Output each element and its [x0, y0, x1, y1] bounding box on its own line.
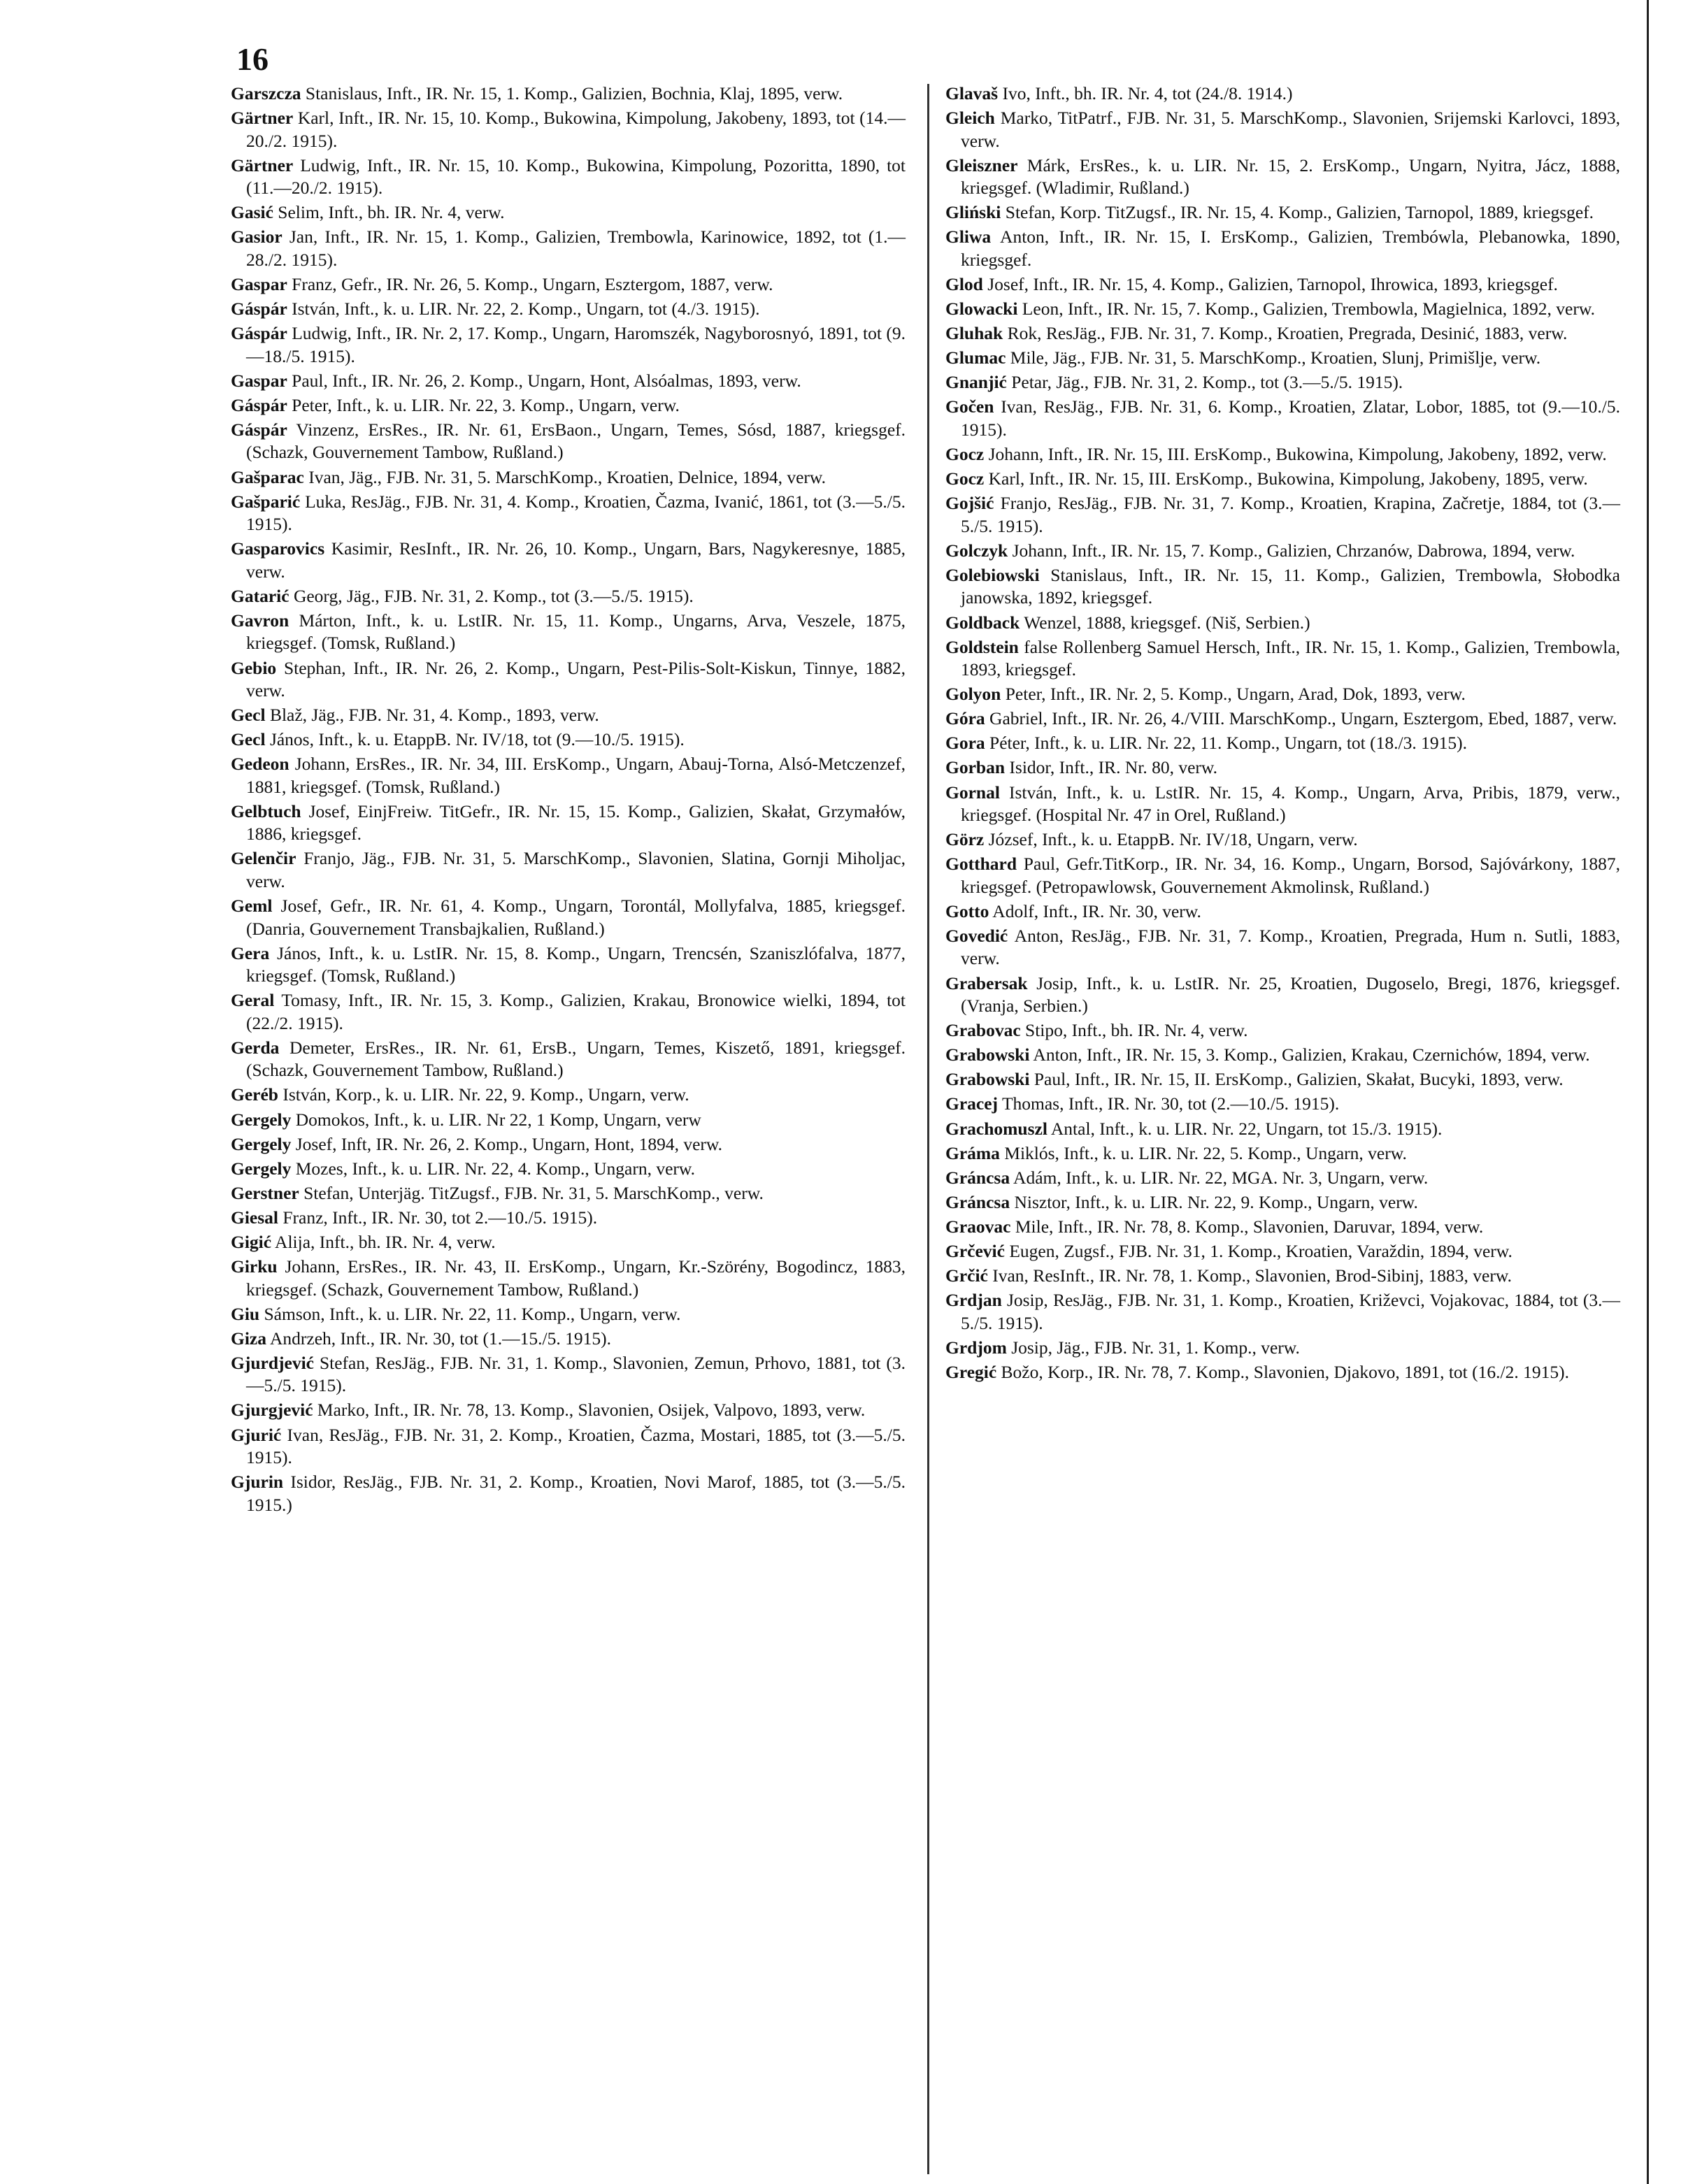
- entry-details: Ivan, ResJäg., FJB. Nr. 31, 6. Komp., Kroatien, Zlatar, Lobor, 1885, tot (9.—10./5. 1915).: [961, 396, 1620, 440]
- entry-surname: Golczyk: [945, 540, 1008, 561]
- casualty-entry: [231, 657, 906, 703]
- entry-details: Sámson, Inft., k. u. LIR. Nr. 22, 11. Komp., Ungarn, verw.: [264, 1303, 681, 1324]
- entry-details: Adolf, Inft., IR. Nr. 30, verw.: [992, 900, 1201, 921]
- entry-surname: Garszcza: [231, 83, 301, 103]
- casualty-entry: [945, 1216, 1620, 1239]
- entry-details: Ludwig, Inft., IR. Nr. 15, 10. Komp., Bukowina, Kimpolung, Pozoritta, 1890, tot (11.—20./2. 1915).: [246, 155, 906, 199]
- entry-details: József, Inft., k. u. EtappB. Nr. IV/18, Ungarn, verw.: [988, 829, 1358, 850]
- entry-details: Ivan, Jäg., FJB. Nr. 31, 5. MarschKomp., Kroatien, Delnice, 1894, verw.: [308, 466, 827, 487]
- casualty-entry: [231, 419, 906, 464]
- entry-details: Paul, Inft., IR. Nr. 26, 2. Komp., Ungarn, Hont, Alsóalmas, 1893, verw.: [292, 370, 801, 391]
- entry-surname: Gocz: [945, 468, 985, 489]
- entry-surname: Gleich: [945, 108, 995, 129]
- entry-surname: Gerda: [231, 1037, 280, 1058]
- casualty-entry: [231, 1424, 906, 1470]
- casualty-entry: [231, 610, 906, 655]
- casualty-entry: [945, 707, 1620, 731]
- casualty-entry: [945, 1191, 1620, 1214]
- entry-surname: Gnanjić: [945, 372, 1007, 393]
- entry-details: Antal, Inft., k. u. LIR. Nr. 22, Ungarn, tot 15./3. 1915).: [1050, 1118, 1443, 1139]
- entry-details: Marko, TitPatrf., FJB. Nr. 31, 5. MarschKomp., Slavonien, Srijemski Karlovci, 1893, verw.: [961, 108, 1621, 151]
- casualty-entry: [231, 155, 906, 200]
- entry-details: Márk, ErsRes., k. u. LIR. Nr. 15, 2. ErsKomp., Ungarn, Nyitra, Jácz, 1888, kriegsgef. (Wladimir, Rußland.): [961, 155, 1621, 199]
- entry-details: Jan, Inft., IR. Nr. 15, 1. Komp., Galizien, Trembowla, Karinowice, 1892, tot (1.—28./2. 1915).: [246, 227, 906, 270]
- entry-surname: Gáspár: [231, 299, 287, 319]
- entry-details: Stanislaus, Inft., IR. Nr. 15, 1. Komp., Galizien, Bochnia, Klaj, 1895, verw.: [305, 83, 843, 103]
- entry-surname: Gergely: [231, 1133, 292, 1154]
- casualty-entry: [231, 370, 906, 393]
- casualty-entry: [945, 1093, 1620, 1116]
- entry-surname: Gatarić: [231, 585, 289, 606]
- entry-details: Johann, Inft., IR. Nr. 15, III. ErsKomp., Bukowina, Kimpolung, Jakobeny, 1892, verw.: [988, 444, 1607, 465]
- entry-details: Johann, Inft., IR. Nr. 15, 7. Komp., Galizien, Chrzanów, Dabrowa, 1894, verw.: [1012, 540, 1575, 561]
- casualty-entry: [231, 1037, 906, 1082]
- casualty-entry: [945, 564, 1620, 610]
- casualty-entry: [945, 1118, 1620, 1141]
- entry-surname: Gorban: [945, 757, 1006, 778]
- entry-surname: Gráncsa: [945, 1191, 1010, 1212]
- entry-surname: Girku: [231, 1256, 278, 1277]
- entry-surname: Gáspár: [231, 419, 287, 440]
- entry-details: István, Inft., k. u. LIR. Nr. 22, 2. Komp., Ungarn, tot (4./3. 1915).: [292, 299, 760, 319]
- entry-details: Peter, Inft., k. u. LIR. Nr. 22, 3. Komp., Ungarn, verw.: [292, 394, 680, 415]
- casualty-entry: [945, 107, 1620, 152]
- entry-details: Stipo, Inft., bh. IR. Nr. 4, verw.: [1025, 1020, 1248, 1041]
- casualty-entry: [945, 828, 1620, 852]
- casualty-entry: [945, 1289, 1620, 1335]
- casualty-entry: [945, 322, 1620, 345]
- entry-details: János, Inft., k. u. LstIR. Nr. 15, 8. Komp., Ungarn, Trencsén, Szaniszlófalva, 1877, kriegsgef. (Tomsk, Rußland.): [246, 942, 906, 986]
- entry-details: Domokos, Inft., k. u. LIR. Nr 22, 1 Komp, Ungarn, verw: [295, 1109, 701, 1130]
- entry-details: Paul, Gefr.TitKorp., IR. Nr. 34, 16. Komp., Ungarn, Borsod, Sajóvárkony, 1887, kriegsgef. (Petropawlowsk, Gouvernement Akmolinsk, Rußland.): [961, 854, 1620, 897]
- right-column: [945, 82, 1620, 1386]
- entry-surname: Giu: [231, 1303, 260, 1324]
- entry-details: Stefan, Korp. TitZugsf., IR. Nr. 15, 4. Komp., Galizien, Tarnopol, 1889, kriegsgef.: [1005, 202, 1594, 223]
- entry-surname: Gluhak: [945, 323, 1003, 344]
- casualty-entry: [945, 1044, 1620, 1067]
- casualty-entry: [231, 942, 906, 988]
- casualty-entry: [231, 989, 906, 1035]
- casualty-entry: [945, 972, 1620, 1018]
- entry-surname: Gergely: [231, 1158, 292, 1179]
- casualty-entry: [231, 1303, 906, 1326]
- entry-details: Tomasy, Inft., IR. Nr. 15, 3. Komp., Galizien, Krakau, Bronowice wielki, 1894, tot (22./2. 1915).: [246, 990, 906, 1033]
- entry-details: Alija, Inft., bh. IR. Nr. 4, verw.: [275, 1232, 496, 1252]
- casualty-entry: [231, 704, 906, 727]
- entry-surname: Gjurgjević: [231, 1400, 313, 1421]
- entry-surname: Gebio: [231, 657, 277, 678]
- entry-surname: Grdjom: [945, 1337, 1007, 1358]
- entry-details: Adám, Inft., k. u. LIR. Nr. 22, MGA. Nr. 3, Ungarn, verw.: [1013, 1167, 1429, 1188]
- entry-details: Eugen, Zugsf., FJB. Nr. 31, 1. Komp., Kroatien, Varaždin, 1894, verw.: [1009, 1240, 1513, 1261]
- entry-details: Josip, Jäg., FJB. Nr. 31, 1. Komp., verw.: [1011, 1337, 1300, 1358]
- casualty-entry: [945, 492, 1620, 538]
- casualty-entry: [945, 925, 1620, 970]
- page-edge-border: [1647, 0, 1649, 2184]
- entry-surname: Gráma: [945, 1142, 1000, 1163]
- entry-details: Franjo, Jäg., FJB. Nr. 31, 5. MarschKomp., Slavonien, Slatina, Gornji Miholjac, verw.: [246, 848, 906, 891]
- entry-surname: Gliwa: [945, 227, 992, 247]
- entry-details: Petar, Jäg., FJB. Nr. 31, 2. Komp., tot (3.—5./5. 1915).: [1011, 372, 1403, 393]
- entry-details: István, Inft., k. u. LstIR. Nr. 15, 4. Komp., Ungarn, Arva, Pribis, 1879, verw., kriegsgef. (Hospital Nr. 47 in Orel, Rußland.): [961, 782, 1620, 826]
- entry-details: Isidor, ResJäg., FJB. Nr. 31, 2. Komp., Kroatien, Novi Marof, 1885, tot (3.—5./5. 1915.): [246, 1472, 906, 1515]
- casualty-entry: [231, 538, 906, 583]
- casualty-entry: [231, 1207, 906, 1230]
- entry-details: Mozes, Inft., k. u. LIR. Nr. 22, 4. Komp., Ungarn, verw.: [295, 1158, 696, 1179]
- entry-details: Karl, Inft., IR. Nr. 15, III. ErsKomp., Bukowina, Kimpolung, Jakobeny, 1895, verw.: [988, 468, 1588, 489]
- entry-details: Isidor, Inft., IR. Nr. 80, verw.: [1009, 757, 1218, 778]
- entry-surname: Gotthard: [945, 854, 1017, 875]
- casualty-entry: [231, 895, 906, 940]
- entry-surname: Goldstein: [945, 636, 1019, 657]
- entry-details: Johann, ErsRes., IR. Nr. 43, II. ErsKomp., Ungarn, Kr.-Szörény, Bogodincz, 1883, kriegsgef. (Schazk, Gouvernement Tambow, Rußland.): [246, 1256, 906, 1300]
- entry-details: Wenzel, 1888, kriegsgef. (Niš, Serbien.): [1024, 612, 1310, 633]
- casualty-entry: [945, 853, 1620, 898]
- entry-surname: Gojšić: [945, 493, 994, 514]
- entry-details: Blaž, Jäg., FJB. Nr. 31, 4. Komp., 1893, verw.: [269, 705, 599, 726]
- entry-surname: Gáspár: [231, 323, 287, 344]
- entry-details: Rok, ResJäg., FJB. Nr. 31, 7. Komp., Kroatien, Pregrada, Desinić, 1883, verw.: [1007, 323, 1568, 344]
- casualty-entry: [231, 1182, 906, 1205]
- entry-surname: Góra: [945, 708, 985, 729]
- entry-surname: Gärtner: [231, 108, 294, 129]
- entry-surname: Gašparić: [231, 491, 301, 512]
- entry-surname: Gliński: [945, 202, 1001, 223]
- entry-surname: Glumac: [945, 347, 1006, 368]
- entry-details: Franjo, ResJäg., FJB. Nr. 31, 7. Komp., Kroatien, Krapina, Začretje, 1884, tot (3.—5./5. 1915).: [961, 493, 1620, 536]
- entry-details: Mile, Jäg., FJB. Nr. 31, 5. MarschKomp., Kroatien, Slunj, Primišlje, verw.: [1010, 347, 1541, 368]
- entry-surname: Gornal: [945, 782, 1000, 803]
- entry-details: Stefan, ResJäg., FJB. Nr. 31, 1. Komp., Slavonien, Zemun, Prhovo, 1881, tot (3.—5./5. 1915).: [246, 1352, 906, 1396]
- entry-details: false Rollenberg Samuel Hersch, Inft., IR. Nr. 15, 1. Komp., Galizien, Trembowla, 1893, kriegsgef.: [961, 636, 1621, 680]
- casualty-entry: [231, 1471, 906, 1516]
- casualty-entry: [231, 298, 906, 321]
- casualty-entry: [231, 1352, 906, 1398]
- entry-surname: Gärtner: [231, 155, 294, 175]
- entry-surname: Grčević: [945, 1240, 1005, 1261]
- entry-surname: Gecl: [231, 705, 266, 726]
- entry-surname: Gora: [945, 733, 985, 754]
- entry-details: Leon, Inft., IR. Nr. 15, 7. Komp., Galizien, Trembowla, Magielnica, 1892, verw.: [1022, 299, 1595, 319]
- entry-surname: Gedeon: [231, 754, 289, 775]
- entry-details: Johann, ErsRes., IR. Nr. 34, III. ErsKomp., Ungarn, Abauj-Torna, Alsó-Metczenzef, 1881, kriegsgef. (Tomsk, Rußland.): [246, 754, 906, 797]
- entry-details: Stanislaus, Inft., IR. Nr. 15, 11. Komp., Galizien, Trembowla, Słobodka janowska, 1892, kriegsgef.: [961, 564, 1621, 608]
- casualty-entry: [231, 466, 906, 489]
- casualty-entry: [945, 1240, 1620, 1263]
- entry-surname: Gaspar: [231, 370, 287, 391]
- entry-details: Josef, Gefr., IR. Nr. 61, 4. Komp., Ungarn, Torontál, Mollyfalva, 1885, kriegsgef. (Danria, Gouvernement Transbajkalien, Rußland.): [246, 896, 906, 939]
- casualty-entry: [945, 900, 1620, 924]
- casualty-entry: [945, 1337, 1620, 1360]
- entry-surname: Giza: [231, 1328, 266, 1349]
- casualty-entry: [231, 273, 906, 296]
- entry-details: Anton, ResJäg., FJB. Nr. 31, 7. Komp., Kroatien, Pregrada, Hum n. Sutli, 1883, verw.: [961, 925, 1621, 969]
- entry-details: Kasimir, ResInft., IR. Nr. 26, 10. Komp., Ungarn, Bars, Nagykeresnye, 1885, verw.: [246, 538, 906, 582]
- entry-surname: Gráncsa: [945, 1167, 1010, 1188]
- entry-details: Márton, Inft., k. u. LstIR. Nr. 15, 11. Komp., Ungarns, Arva, Veszele, 1875, kriegsgef. (Tomsk, Rußland.): [246, 610, 906, 654]
- casualty-entry: [945, 273, 1620, 296]
- casualty-entry: [945, 443, 1620, 466]
- entry-details: Nisztor, Inft., k. u. LIR. Nr. 22, 9. Komp., Ungarn, verw.: [1014, 1191, 1418, 1212]
- casualty-entry: [231, 491, 906, 536]
- entry-surname: Grčić: [945, 1265, 988, 1286]
- entry-surname: Gáspár: [231, 394, 287, 415]
- entry-details: István, Korp., k. u. LIR. Nr. 22, 9. Komp., Ungarn, verw.: [283, 1084, 689, 1105]
- entry-surname: Gaspar: [231, 273, 287, 294]
- entry-surname: Gerstner: [231, 1182, 299, 1203]
- entry-surname: Goldback: [945, 612, 1020, 633]
- entry-details: Anton, Inft., IR. Nr. 15, I. ErsKomp., Galizien, Trembówla, Plebanowka, 1890, kriegsgef.: [961, 227, 1620, 270]
- entry-details: János, Inft., k. u. EtappB. Nr. IV/18, tot (9.—10./5. 1915).: [269, 729, 685, 750]
- entry-details: Franz, Inft., IR. Nr. 30, tot 2.—10./5. 1915).: [283, 1207, 598, 1228]
- casualty-entry: [945, 82, 1620, 106]
- casualty-entry: [945, 1019, 1620, 1042]
- entry-surname: Gigić: [231, 1232, 272, 1252]
- page-number: 16: [236, 41, 269, 77]
- entry-details: Stefan, Unterjäg. TitZugsf., FJB. Nr. 31, 5. MarschKomp., verw.: [303, 1182, 764, 1203]
- casualty-entry: [231, 1133, 906, 1156]
- entry-details: Karl, Inft., IR. Nr. 15, 10. Komp., Bukowina, Kimpolung, Jakobeny, 1893, tot (14.—20./2. 1915).: [246, 108, 906, 151]
- entry-surname: Govedić: [945, 925, 1008, 946]
- casualty-entry: [945, 298, 1620, 321]
- entry-details: Marko, Inft., IR. Nr. 78, 13. Komp., Slavonien, Osijek, Valpovo, 1893, verw.: [317, 1400, 866, 1421]
- entry-surname: Golebiowski: [945, 564, 1040, 585]
- entry-details: Josip, Inft., k. u. LstIR. Nr. 25, Kroatien, Dugoselo, Bregi, 1876, kriegsgef. (Vranja, Serbien.): [961, 972, 1620, 1016]
- entry-details: Paul, Inft., IR. Nr. 15, II. ErsKomp., Galizien, Skałat, Bucyki, 1893, verw.: [1034, 1069, 1564, 1090]
- entry-surname: Giesal: [231, 1207, 278, 1228]
- entry-surname: Graovac: [945, 1216, 1011, 1237]
- casualty-entry: [945, 612, 1620, 635]
- casualty-entry: [231, 1084, 906, 1107]
- entry-details: Miklós, Inft., k. u. LIR. Nr. 22, 5. Komp., Ungarn, verw.: [1004, 1142, 1407, 1163]
- entry-surname: Grabowski: [945, 1069, 1030, 1090]
- entry-surname: Geréb: [231, 1084, 278, 1105]
- casualty-entry: [945, 347, 1620, 370]
- entry-details: Franz, Gefr., IR. Nr. 26, 5. Komp., Ungarn, Esztergom, 1887, verw.: [292, 273, 773, 294]
- casualty-entry: [945, 226, 1620, 271]
- casualty-entry: [231, 753, 906, 798]
- casualty-entry: [231, 1328, 906, 1351]
- casualty-entry: [231, 82, 906, 106]
- entry-surname: Geral: [231, 990, 275, 1011]
- entry-details: Josef, Inft, IR. Nr. 26, 2. Komp., Ungarn, Hont, 1894, verw.: [295, 1133, 723, 1154]
- entry-surname: Gavron: [231, 610, 289, 631]
- casualty-entry: [231, 847, 906, 893]
- entry-details: Ivan, ResJäg., FJB. Nr. 31, 2. Komp., Kroatien, Čazma, Mostari, 1885, tot (3.—5./5. 1915).: [246, 1424, 906, 1468]
- casualty-entry: [945, 1265, 1620, 1288]
- entry-details: Ivan, ResInft., IR. Nr. 78, 1. Komp., Slavonien, Brod-Sibinj, 1883, verw.: [992, 1265, 1512, 1286]
- entry-details: Ludwig, Inft., IR. Nr. 2, 17. Komp., Ungarn, Haromszék, Nagyborosnyó, 1891, tot (9.—18./5. 1915).: [246, 323, 906, 366]
- casualty-entry: [231, 107, 906, 152]
- casualty-entry: [945, 732, 1620, 755]
- entry-surname: Golyon: [945, 684, 1001, 705]
- entry-surname: Gera: [231, 942, 270, 963]
- entry-surname: Glowacki: [945, 299, 1018, 319]
- entry-details: Peter, Inft., IR. Nr. 2, 5. Komp., Ungarn, Arad, Dok, 1893, verw.: [1005, 684, 1466, 705]
- casualty-entry: [231, 585, 906, 608]
- casualty-entry: [945, 396, 1620, 441]
- entry-surname: Gracej: [945, 1093, 999, 1114]
- casualty-entry: [231, 322, 906, 368]
- entry-surname: Grachomuszl: [945, 1118, 1047, 1139]
- entry-surname: Glod: [945, 273, 983, 294]
- entry-details: Stephan, Inft., IR. Nr. 26, 2. Komp., Ungarn, Pest-Pilis-Solt-Kiskun, Tinnye, 1882, verw.: [246, 657, 906, 701]
- entry-surname: Görz: [945, 829, 985, 850]
- entry-surname: Gasić: [231, 202, 273, 223]
- casualty-entry: [945, 540, 1620, 563]
- left-column: [231, 82, 906, 1518]
- entry-details: Vinzenz, ErsRes., IR. Nr. 61, ErsBaon., Ungarn, Temes, Sósd, 1887, kriegsgef. (Schazk, Gouvernement Tambow, Rußland.): [246, 419, 906, 463]
- entry-surname: Gasparovics: [231, 538, 325, 559]
- entry-details: Josef, Inft., IR. Nr. 15, 4. Komp., Galizien, Tarnopol, Ihrowica, 1893, kriegsgef.: [987, 273, 1558, 294]
- entry-surname: Grabowski: [945, 1044, 1030, 1065]
- entry-surname: Gotto: [945, 900, 989, 921]
- casualty-entry: [945, 201, 1620, 224]
- entry-details: Ivo, Inft., bh. IR. Nr. 4, tot (24./8. 1914.): [1002, 83, 1293, 103]
- entry-surname: Grabersak: [945, 972, 1028, 993]
- casualty-entry: [945, 1068, 1620, 1091]
- entry-surname: Gleiszner: [945, 155, 1018, 175]
- entry-surname: Gjurin: [231, 1472, 284, 1493]
- casualty-entry: [945, 155, 1620, 200]
- casualty-entry: [231, 226, 906, 271]
- entry-details: Andrzeh, Inft., IR. Nr. 30, tot (1.—15./5. 1915).: [269, 1328, 611, 1349]
- casualty-entry: [945, 1142, 1620, 1165]
- entry-details: Luka, ResJäg., FJB. Nr. 31, 4. Komp., Kroatien, Čazma, Ivanić, 1861, tot (3.—5./5. 1915).: [246, 491, 906, 535]
- casualty-entry: [945, 782, 1620, 827]
- entry-details: Georg, Jäg., FJB. Nr. 31, 2. Komp., tot (3.—5./5. 1915).: [293, 585, 694, 606]
- casualty-entry: [945, 636, 1620, 682]
- casualty-entry: [231, 1231, 906, 1254]
- entry-surname: Gjurdjević: [231, 1352, 314, 1373]
- column-divider: [927, 84, 929, 2174]
- entry-surname: Gregić: [945, 1361, 997, 1382]
- entry-details: Demeter, ErsRes., IR. Nr. 61, ErsB., Ungarn, Temes, Kiszető, 1891, kriegsgef. (Schazk, Gouvernement Tambow, Rußland.): [246, 1037, 906, 1081]
- casualty-entry: [945, 1361, 1620, 1384]
- entry-details: Selim, Inft., bh. IR. Nr. 4, verw.: [278, 202, 505, 223]
- casualty-entry: [231, 201, 906, 224]
- casualty-entry: [945, 756, 1620, 780]
- casualty-entry: [231, 1158, 906, 1181]
- casualty-entry: [945, 683, 1620, 706]
- casualty-entry: [231, 1109, 906, 1132]
- entry-details: Thomas, Inft., IR. Nr. 30, tot (2.—10./5. 1915).: [1001, 1093, 1340, 1114]
- casualty-entry: [945, 371, 1620, 394]
- entry-details: Josip, ResJäg., FJB. Nr. 31, 1. Komp., Kroatien, Križevci, Vojakovac, 1884, tot (3.—5./5. 1915).: [961, 1290, 1621, 1333]
- entry-details: Péter, Inft., k. u. LIR. Nr. 22, 11. Komp., Ungarn, tot (18./3. 1915).: [989, 733, 1467, 754]
- entry-surname: Gjurić: [231, 1424, 282, 1445]
- casualty-entry: [231, 394, 906, 417]
- casualty-entry: [945, 468, 1620, 491]
- entry-surname: Gasior: [231, 227, 283, 247]
- entry-surname: Gašparac: [231, 466, 304, 487]
- entry-surname: Glavaš: [945, 83, 999, 103]
- entry-surname: Grabovac: [945, 1020, 1021, 1041]
- casualty-entry: [231, 728, 906, 752]
- entry-surname: Geml: [231, 896, 273, 917]
- entry-surname: Gelenčir: [231, 848, 296, 869]
- casualty-entry: [231, 1399, 906, 1422]
- entry-surname: Grdjan: [945, 1290, 1002, 1311]
- entry-details: Josef, EinjFreiw. TitGefr., IR. Nr. 15, 15. Komp., Galizien, Skałat, Grzymałów, 1886, kriegsgef.: [246, 800, 906, 845]
- entry-surname: Gecl: [231, 729, 266, 750]
- entry-details: Mile, Inft., IR. Nr. 78, 8. Komp., Slavonien, Daruvar, 1894, verw.: [1015, 1216, 1484, 1237]
- casualty-entry: [231, 800, 906, 846]
- casualty-entry: [945, 1167, 1620, 1190]
- entry-surname: Gelbtuch: [231, 800, 301, 821]
- entry-surname: Gocz: [945, 444, 985, 465]
- entry-details: Božo, Korp., IR. Nr. 78, 7. Komp., Slavonien, Djakovo, 1891, tot (16./2. 1915).: [1001, 1361, 1569, 1382]
- entry-details: Anton, Inft., IR. Nr. 15, 3. Komp., Galizien, Krakau, Czernichów, 1894, verw.: [1033, 1044, 1590, 1065]
- entry-details: Gabriel, Inft., IR. Nr. 26, 4./VIII. MarschKomp., Ungarn, Esztergom, Ebed, 1887, verw.: [989, 708, 1617, 729]
- casualty-entry: [231, 1256, 906, 1301]
- entry-surname: Gergely: [231, 1109, 292, 1130]
- entry-surname: Gočen: [945, 396, 994, 417]
